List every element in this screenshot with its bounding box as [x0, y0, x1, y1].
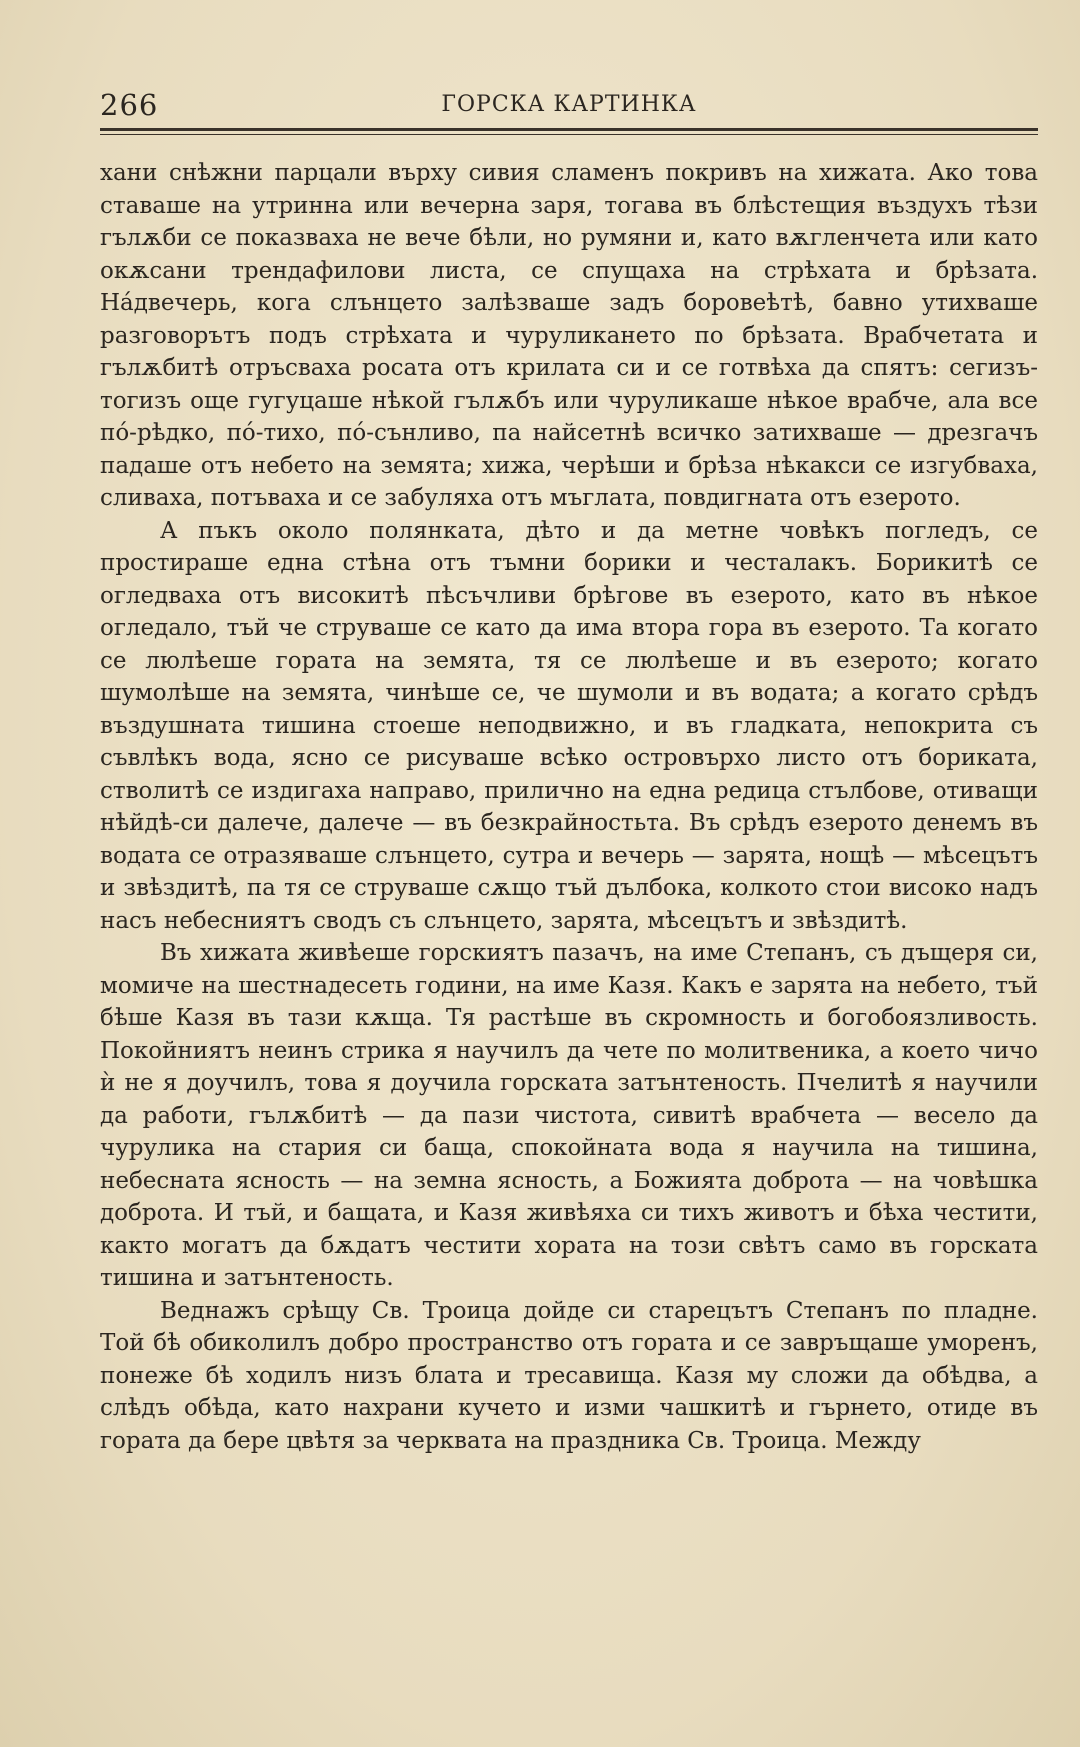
paragraph: Веднажъ срѣщу Св. Троица дойде си старецътъ Степанъ по пладне. Той бѣ обиколилъ добро пространство отъ гората и се завръщаше уморенъ, понеже бѣ ходилъ низъ блата и тресавища. Казя му сложи да обѣдва, а слѣдъ обѣда, като нахрани кучето и изми чашкитѣ и гърнето, отиде въ гората да бере цвѣтя за черквата на праздника Св. Троица. Между [100, 1297, 1038, 1454]
running-title: ГОРСКА КАРТИНКА [441, 92, 697, 117]
paragraph: А пъкъ около полянката, дѣто и да метне човѣкъ погледъ, се простираше една стѣна отъ тъмни борики и честалакъ. Борикитѣ се огледваха отъ високитѣ пѣсъчливи брѣгове въ езерото, като въ нѣкое огледало, тъй че струваше се като да има втора гора въ езерото. Та когато се люлѣеше гората на земята, тя се люлѣеше и въ езерото; когато шумолѣше на земята, чинѣше се, че шумоли и въ водата; а когато срѣдъ въздушната тишина стоеше неподвижно, и въ гладката, непокрита съ съвлѣкъ вода, ясно се рисуваше всѣко островърхо листо отъ бориката, стволитѣ се издигаха направо, прилично на една редица стълбове, отиващи нѣйдѣ-си далече, далече — въ безкрайностьта. Въ срѣдъ езерото денемъ въ водата се отразяваше слънцето, сутра и вечерь — зарята, нощѣ — мѣсецътъ и звѣздитѣ, па тя се струваше сѫщо тъй дълбока, колкото стои високо надъ насъ небесниятъ сводъ съ слънцето, зарята, мѣсецътъ и звѣздитѣ. [100, 517, 1038, 934]
paragraph: хани снѣжни парцали върху сивия сламенъ покривъ на хижата. Ако това ставаше на утринна или вечерна заря, тогава въ блѣстещия въздухъ тѣзи гълѫби се показваха не вече бѣли, но румяни и, като вѫгленчета или като окѫсани трендафилови листа, се спущаха на стрѣхата и брѣзата. Нáдвечерь, кога слънцето залѣзваше задъ боровеѣтѣ, бавно утихваше разговорътъ подъ стрѣхата и чуруликането по брѣзата. Врабчетата и гълѫбитѣ отръсваха росата отъ крилата си и се готвѣха да спятъ: сегизъ-тогизъ още гугуцаше нѣкой гълѫбъ или чуруликаше нѣкое врабче, ала все пó-рѣдко, пó-тихо, пó-сънливо, па найсетнѣ всичко затихваше — дрезгачъ падаше отъ небето на земята; хижа, черѣши и брѣза нѣкакси се изгубваха, сливаха, потъваха и се забуляха отъ мъглата, повдигната отъ езерото. [100, 160, 1038, 511]
page-number: 266 [100, 88, 159, 122]
header-rule-thin [100, 134, 1038, 135]
body-text [100, 157, 1038, 1457]
running-head [100, 72, 1038, 128]
paragraph: Въ хижата живѣеше горскиятъ пазачъ, на име Степанъ, съ дъщеря си, момиче на шестнадесеть години, на име Казя. Какъ е зарята на небето, тъй бѣше Казя въ тази кѫща. Тя растѣше въ скромность и богобоязливость. Покойниятъ неинъ стрика я научилъ да чете по молитвеника, а което чичо ѝ не я доучилъ, това я доучила горската затънтеность. Пчелитѣ я научили да работи, гълѫбитѣ — да пази чистота, сивитѣ врабчета — весело да чурулика на стария си баща, спокойната вода я научила на тишина, небесната ясность — на земна ясность, а Божията доброта — на човѣшка доброта. И тъй, и бащата, и Казя живѣяха си тихъ животъ и бѣха честити, както могатъ да бѫдатъ честити хората на този свѣтъ само въ горската тишина и затънтеность. [100, 940, 1038, 1291]
header-rule-thick [100, 128, 1038, 131]
